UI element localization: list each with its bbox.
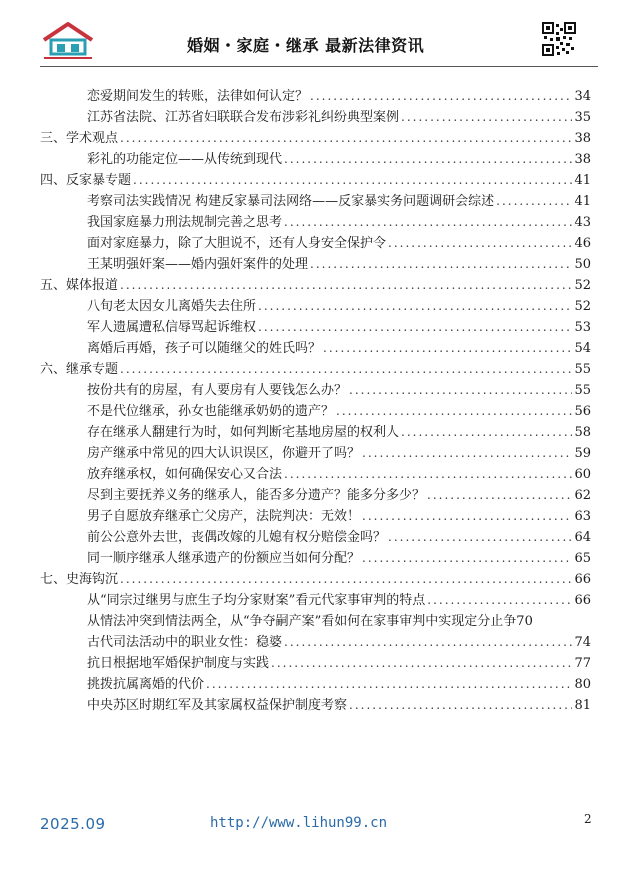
toc-entry[interactable] <box>87 590 591 611</box>
toc-entry[interactable] <box>87 422 591 443</box>
toc-entry-page: 53 <box>574 320 591 335</box>
toc-entry-page: 60 <box>574 467 591 482</box>
toc-entry-page: 80 <box>574 677 591 692</box>
footer-page-number: 2 <box>584 812 592 826</box>
toc-entry[interactable] <box>87 254 591 275</box>
toc-entry-title: 从“同宗过继男与庶生子均分家财案”看元代家事审判的特点 <box>87 593 426 608</box>
toc-leader-dots <box>310 254 572 275</box>
page-header <box>0 0 639 70</box>
toc-entry-title: 抗日根据地军婚保护制度与实践 <box>87 656 270 671</box>
toc-entry-page: 52 <box>574 299 591 314</box>
toc-entry-page: 55 <box>574 383 591 398</box>
toc-entry-title: 四、反家暴专题 <box>40 173 132 188</box>
house-logo-icon <box>40 20 96 60</box>
toc-entry-title: 存在继承人翻建行为时，如何判断宅基地房屋的权利人 <box>87 425 400 440</box>
qr-code-icon[interactable] <box>542 22 576 56</box>
toc-leader-dots <box>362 506 572 527</box>
toc-entry-title: 从情法冲突到情法两全，从“争夺嗣产案”看如何在家事审判中实现定分止争 <box>87 614 517 629</box>
toc-leader-dots <box>349 695 572 716</box>
toc-leader-dots <box>284 464 572 485</box>
toc-entry-page: 34 <box>574 89 591 104</box>
toc-entry-title: 放弃继承权，如何确保安心又合法 <box>87 467 283 482</box>
toc-entry-page: 41 <box>574 173 591 188</box>
toc-entry[interactable] <box>87 611 591 632</box>
toc-entry-title: 面对家庭暴力，除了大胆说不，还有人身安全保护令 <box>87 236 387 251</box>
toc-entry-page: 77 <box>574 656 591 671</box>
toc-leader-dots <box>206 674 572 695</box>
toc-entry-title: 房产继承中常见的四大认识误区，你避开了吗？ <box>87 446 361 461</box>
toc-leader-dots <box>271 653 572 674</box>
toc-leader-dots <box>258 296 572 317</box>
toc-leader-dots <box>133 170 572 191</box>
toc-entry[interactable] <box>87 233 591 254</box>
toc-leader-dots <box>284 149 572 170</box>
toc-entry-page: 35 <box>574 110 591 125</box>
toc-entry[interactable] <box>87 191 591 212</box>
toc-entry-title: 王某明强奸案——婚内强奸案件的处理 <box>87 257 309 272</box>
toc-entry[interactable] <box>87 317 591 338</box>
header-divider <box>40 66 598 67</box>
toc-entry[interactable] <box>87 527 591 548</box>
toc-leader-dots <box>284 212 572 233</box>
toc-entry[interactable] <box>40 170 591 191</box>
toc-entry-page: 41 <box>574 194 591 209</box>
toc-leader-dots <box>388 527 572 548</box>
toc-entry-page: 54 <box>574 341 591 356</box>
toc-entry-title: 古代司法活动中的职业女性：稳婆 <box>87 635 283 650</box>
toc-leader-dots <box>427 590 572 611</box>
toc-entry-page: 66 <box>574 572 591 587</box>
toc-leader-dots <box>362 443 572 464</box>
toc-leader-dots <box>120 275 572 296</box>
toc-entry-page: 38 <box>574 152 591 167</box>
toc-entry[interactable] <box>87 296 591 317</box>
toc-leader-dots <box>388 233 572 254</box>
toc-entry[interactable] <box>87 149 591 170</box>
toc-entry-title: 七、史海钩沉 <box>40 572 119 587</box>
toc-leader-dots <box>258 317 572 338</box>
toc-entry-page: 70 <box>516 614 533 629</box>
toc-leader-dots <box>323 338 572 359</box>
toc-leader-dots <box>310 86 572 107</box>
toc-leader-dots <box>362 548 572 569</box>
toc-entry-page: 43 <box>574 215 591 230</box>
toc-leader-dots <box>496 191 572 212</box>
toc-entry[interactable] <box>87 485 591 506</box>
toc-entry[interactable] <box>87 443 591 464</box>
footer-date: 2025.09 <box>40 815 106 833</box>
toc-entry[interactable] <box>87 653 591 674</box>
toc-entry-page: 81 <box>574 698 591 713</box>
toc-entry[interactable] <box>40 128 591 149</box>
toc-entry-title: 八旬老太因女儿离婚失去住所 <box>87 299 257 314</box>
toc-leader-dots <box>401 107 572 128</box>
toc-entry[interactable] <box>87 674 591 695</box>
toc-entry-page: 50 <box>574 257 591 272</box>
toc-leader-dots <box>349 380 572 401</box>
toc-entry-page: 66 <box>574 593 591 608</box>
toc-entry-title: 离婚后再婚，孩子可以随继父的姓氏吗？ <box>87 341 322 356</box>
toc-entry-title: 按份共有的房屋，有人要房有人要钱怎么办？ <box>87 383 348 398</box>
toc-entry-page: 58 <box>574 425 591 440</box>
toc-entry-page: 62 <box>574 488 591 503</box>
toc-entry-title: 军人遗属遭私信辱骂起诉维权 <box>87 320 257 335</box>
toc-entry-title: 彩礼的功能定位——从传统到现代 <box>87 152 283 167</box>
toc-entry-page: 52 <box>574 278 591 293</box>
toc-entry[interactable] <box>87 695 591 716</box>
toc-entry-page: 55 <box>574 362 591 377</box>
toc-leader-dots <box>284 632 572 653</box>
toc-entry-page: 59 <box>574 446 591 461</box>
toc-entry-title: 六、继承专题 <box>40 362 119 377</box>
toc-entry[interactable] <box>40 275 591 296</box>
toc-entry-title: 中央苏区时期红军及其家属权益保护制度考察 <box>87 698 348 713</box>
toc-leader-dots <box>336 401 572 422</box>
toc-entry[interactable] <box>87 506 591 527</box>
toc-entry-page: 74 <box>574 635 591 650</box>
toc-entry[interactable] <box>87 212 591 233</box>
toc-entry-title: 五、媒体报道 <box>40 278 119 293</box>
toc-entry-title: 挑拨抗属离婚的代价 <box>87 677 205 692</box>
toc-entry-page: 63 <box>574 509 591 524</box>
toc-entry-page: 38 <box>574 131 591 146</box>
toc-entry-title: 江苏省法院、江苏省妇联联合发布涉彩礼纠纷典型案例 <box>87 110 400 125</box>
toc-leader-dots <box>120 359 572 380</box>
toc-entry[interactable] <box>87 338 591 359</box>
toc-entry-title: 我国家庭暴力刑法规制完善之思考 <box>87 215 283 230</box>
toc-entry[interactable] <box>87 632 591 653</box>
toc-entry[interactable] <box>87 401 591 422</box>
footer-url-link[interactable]: http://www.lihun99.cn <box>210 815 388 831</box>
toc-leader-dots <box>427 485 572 506</box>
toc-entry[interactable] <box>87 464 591 485</box>
toc-entry-title: 不是代位继承，孙女也能继承奶奶的遗产？ <box>87 404 335 419</box>
toc-entry-page: 64 <box>574 530 591 545</box>
toc-leader-dots <box>120 569 572 590</box>
toc-entry-title: 恋爱期间发生的转账，法律如何认定？ <box>87 89 309 104</box>
toc-entry-title: 男子自愿放弃继承亡父房产，法院判决：无效！ <box>87 509 361 524</box>
toc-entry-title: 考察司法实践情况 构建反家暴司法网络——反家暴实务问题调研会综述 <box>87 194 495 209</box>
toc-entry[interactable] <box>87 548 591 569</box>
toc-entry[interactable] <box>40 569 591 590</box>
toc-leader-dots <box>120 128 572 149</box>
toc-entry[interactable] <box>87 107 591 128</box>
toc-entry-page: 56 <box>574 404 591 419</box>
toc-entry-page: 46 <box>574 236 591 251</box>
toc-entry-title: 尽到主要抚养义务的继承人，能否多分遗产？能多分多少？ <box>87 488 426 503</box>
toc-entry-title: 同一顺序继承人继承遗产的份额应当如何分配？ <box>87 551 361 566</box>
toc-entry[interactable] <box>87 86 591 107</box>
toc-leader-dots <box>401 422 572 443</box>
toc-entry[interactable] <box>40 359 591 380</box>
header-title: 婚姻・家庭・继承 最新法律资讯 <box>187 36 425 55</box>
toc-entry-title: 三、学术观点 <box>40 131 119 146</box>
toc-entry-title: 前公公意外去世，丧偶改嫁的儿媳有权分赔偿金吗？ <box>87 530 387 545</box>
toc-entry-page: 65 <box>574 551 591 566</box>
toc-entry[interactable] <box>87 380 591 401</box>
